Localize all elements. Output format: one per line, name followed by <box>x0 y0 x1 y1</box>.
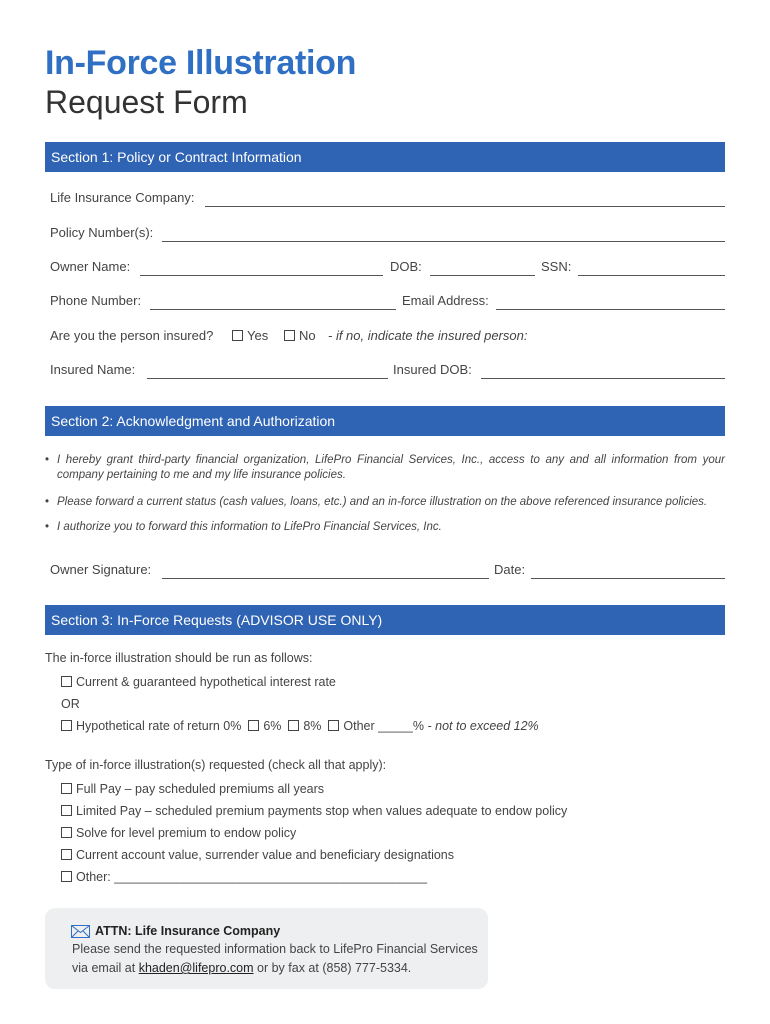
insured-dob-label: Insured DOB: <box>393 362 472 377</box>
owner-signature-field[interactable] <box>162 578 489 579</box>
rate-other-option[interactable]: Other _____% <box>328 719 424 733</box>
rate-0-option[interactable]: Hypothetical rate of return 0% <box>61 719 241 733</box>
ssn-field[interactable] <box>578 275 725 276</box>
type-option-full-pay[interactable]: Full Pay – pay scheduled premiums all years <box>61 782 324 796</box>
policy-numbers-field[interactable] <box>162 241 725 242</box>
authorization-bullet: • I authorize you to forward this information to LifePro Financial Services, Inc. <box>45 521 442 533</box>
life-insurance-company-label: Life Insurance Company: <box>50 190 195 205</box>
if-no-note: - if no, indicate the insured person: <box>328 328 528 343</box>
email-link[interactable]: khaden@lifepro.com <box>138 961 254 975</box>
insured-name-field[interactable] <box>147 378 388 379</box>
owner-signature-label: Owner Signature: <box>50 562 152 577</box>
type-option-other[interactable]: Other: _____________________________________________ <box>61 870 427 884</box>
checkbox[interactable] <box>61 827 72 838</box>
type-option-limited-pay[interactable]: Limited Pay – scheduled premium payments stop when values adequate to endow policy <box>61 804 567 818</box>
type-question: Type of in-force illustration(s) requested (check all that apply): <box>45 758 387 772</box>
life-insurance-company-field[interactable] <box>205 206 725 207</box>
current-guaranteed-option[interactable]: Current & guaranteed hypothetical interest rate <box>61 675 336 689</box>
yes-option[interactable]: Yes <box>232 328 268 343</box>
checkbox[interactable] <box>61 783 72 794</box>
yes-checkbox[interactable] <box>232 330 243 341</box>
checkbox[interactable] <box>61 676 72 687</box>
form-subtitle: Request Form <box>45 84 248 120</box>
checkbox[interactable] <box>328 720 339 731</box>
attn-box <box>45 908 488 989</box>
owner-name-label: Owner Name: <box>50 259 131 274</box>
person-insured-question: Are you the person insured? <box>50 328 214 343</box>
run-as-label: The in-force illustration should be run as follows: <box>45 651 313 665</box>
rate-6-option[interactable]: 6% <box>248 719 281 733</box>
rate-8-option[interactable]: 8% <box>288 719 321 733</box>
ssn-label: SSN: <box>541 259 572 274</box>
or-text: OR <box>61 697 80 711</box>
checkbox[interactable] <box>61 720 72 731</box>
section-2-heading: Section 2: Acknowledgment and Authorization <box>45 406 725 436</box>
checkbox[interactable] <box>248 720 259 731</box>
form-title: In-Force Illustration <box>45 44 357 82</box>
policy-numbers-label: Policy Number(s): <box>50 225 154 240</box>
email-address-label: Email Address: <box>402 293 489 308</box>
section-1-heading: Section 1: Policy or Contract Information <box>45 142 725 172</box>
email-address-field[interactable] <box>496 309 725 310</box>
no-checkbox[interactable] <box>284 330 295 341</box>
phone-number-field[interactable] <box>150 309 396 310</box>
section-3-heading: Section 3: In-Force Requests (ADVISOR USE ONLY) <box>45 605 725 635</box>
not-exceed-note: - not to exceed 12% <box>427 719 539 733</box>
owner-name-field[interactable] <box>140 275 383 276</box>
insured-name-label: Insured Name: <box>50 362 136 377</box>
dob-label: DOB: <box>390 259 422 274</box>
phone-number-label: Phone Number: <box>50 293 142 308</box>
checkbox[interactable] <box>61 849 72 860</box>
checkbox[interactable] <box>61 871 72 882</box>
attn-line-2: via email at khaden@lifepro.com or by fax at (858) 777-5334. <box>72 961 412 975</box>
authorization-bullet: • I hereby grant third-party financial organization, LifePro Financial Services, Inc., access to any and all information from your company pertaining to me and my life insurance policies. <box>45 454 725 481</box>
hypothetical-rate-row <box>61 719 539 733</box>
dob-field[interactable] <box>430 275 535 276</box>
date-label: Date: <box>494 562 526 577</box>
type-option-solve-level[interactable]: Solve for level premium to endow policy <box>61 826 296 840</box>
envelope-icon <box>71 925 90 943</box>
attn-line-1: Please send the requested information back to LifePro Financial Services <box>72 942 478 956</box>
date-field[interactable] <box>531 578 725 579</box>
checkbox[interactable] <box>61 805 72 816</box>
authorization-bullet: • Please forward a current status (cash values, loans, etc.) and an in-force illustration on the above referenced insurance policies. <box>45 496 708 508</box>
checkbox[interactable] <box>288 720 299 731</box>
no-option[interactable]: No <box>284 328 316 343</box>
type-option-current-account[interactable]: Current account value, surrender value and beneficiary designations <box>61 848 454 862</box>
insured-dob-field[interactable] <box>481 378 725 379</box>
attn-title: ATTN: Life Insurance Company <box>95 924 281 938</box>
